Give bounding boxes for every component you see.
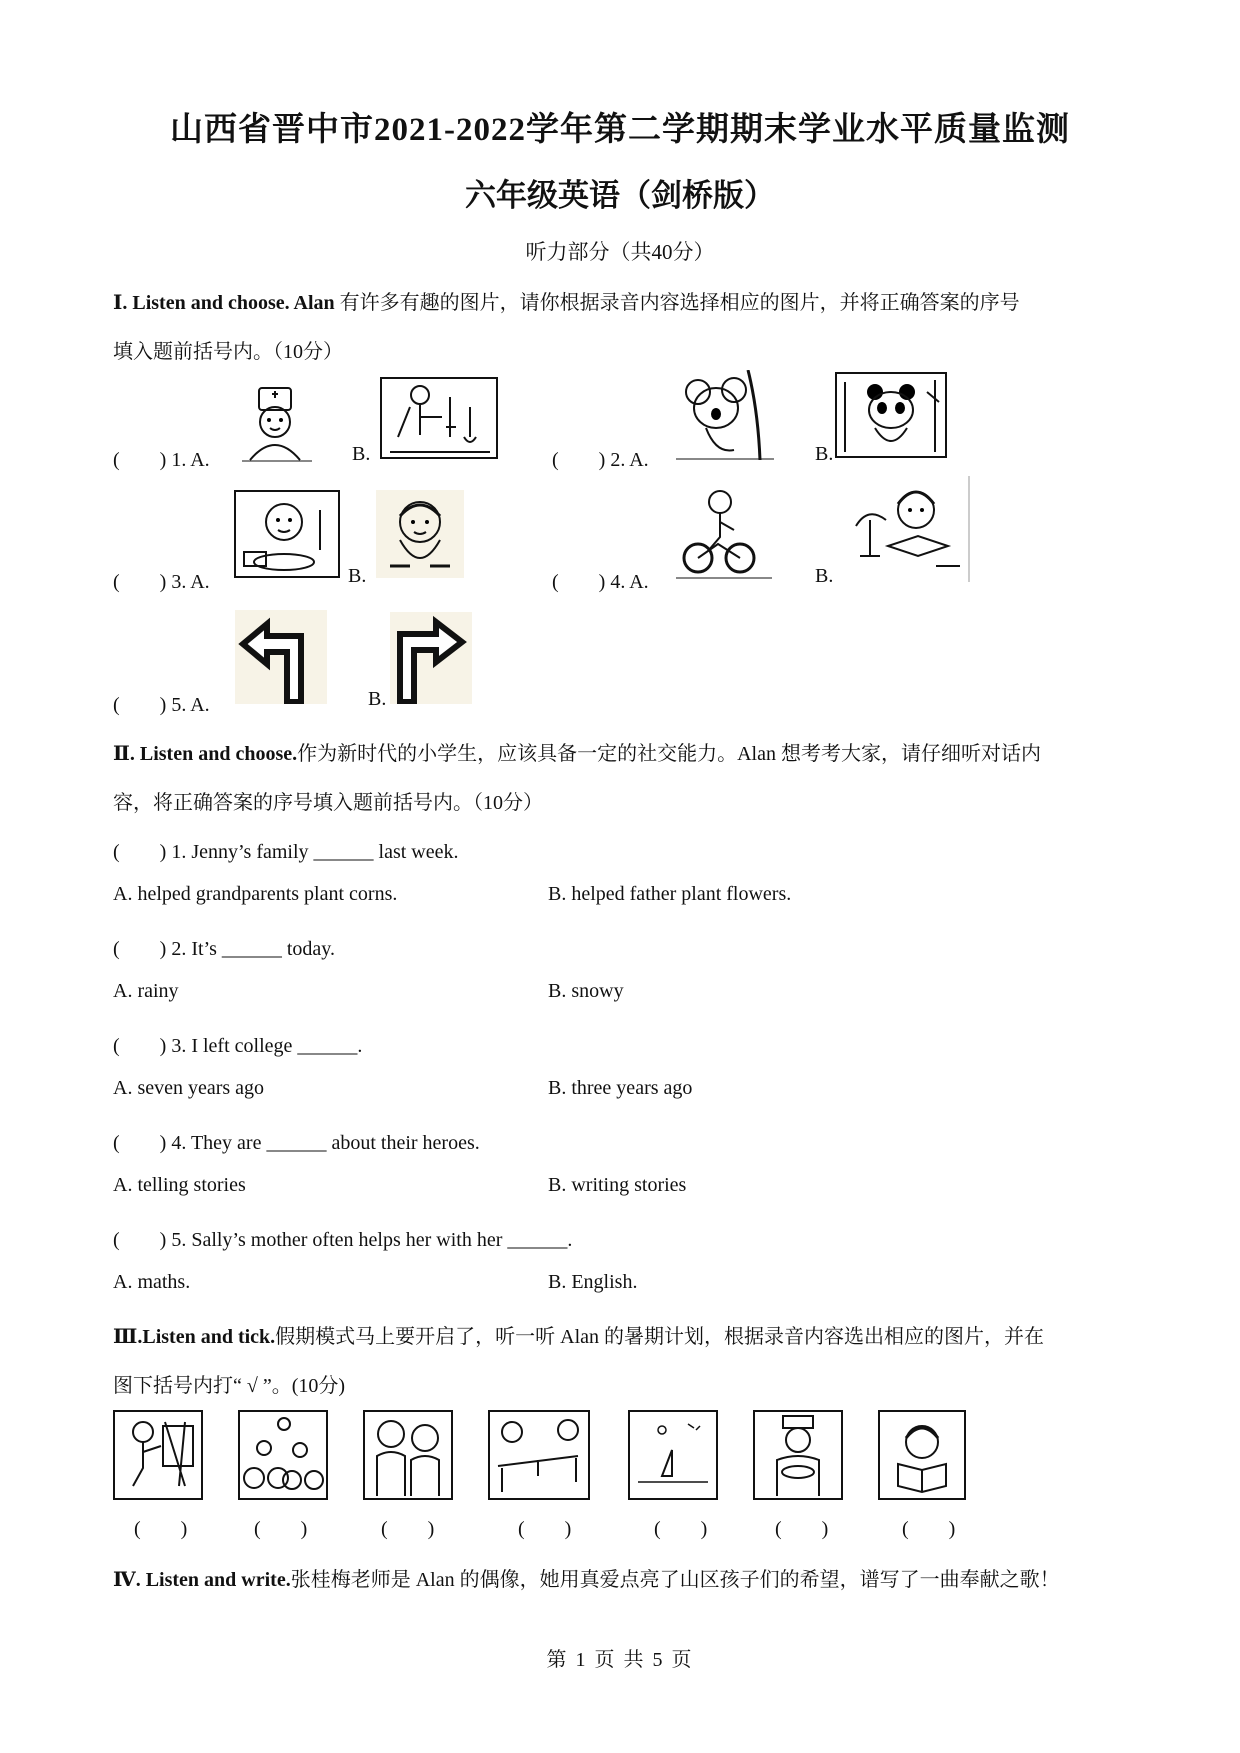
- baby-eating-icon: [234, 490, 340, 578]
- page-subtitle: 六年级英语（剑桥版）: [465, 178, 775, 213]
- s2-q1: ( ) 1. Jenny’s family ______ last week.: [113, 841, 459, 863]
- turn-left-icon: [235, 610, 327, 704]
- tick-paren-1[interactable]: ( ): [134, 1518, 188, 1540]
- turn-right-icon: [390, 612, 472, 704]
- tick-paren-7[interactable]: ( ): [902, 1518, 956, 1540]
- scientist-icon: [380, 377, 498, 459]
- page-title: 山西省晋中市2021-2022学年第二学期期末学业水平质量监测: [170, 112, 1070, 148]
- s1-q3-b: B.: [348, 565, 367, 587]
- boy-cycling-icon: [676, 486, 772, 580]
- section3-text2: 图下括号内打“ √ ”。(10分): [113, 1375, 346, 1397]
- s1-q2-b: B.: [815, 443, 834, 465]
- s2-q2: ( ) 2. It’s ______ today.: [113, 938, 336, 960]
- tick-paren-2[interactable]: ( ): [254, 1518, 308, 1540]
- section3-text: 假期模式马上要开启了，听一听 Alan 的暑期计划，根据录音内容选出相应的图片，并在: [275, 1326, 1045, 1348]
- s2-q2-b: B. snowy: [548, 980, 624, 1002]
- section4-line: [113, 1563, 1060, 1592]
- baby-crawling-icon: [376, 490, 464, 578]
- panda-icon: [835, 372, 947, 458]
- s2-q4-b: B. writing stories: [548, 1174, 687, 1196]
- s2-q4-a: A. telling stories: [113, 1174, 246, 1196]
- table-tennis-icon: [488, 1410, 590, 1500]
- tick-paren-4[interactable]: ( ): [518, 1518, 572, 1540]
- s2-q5: ( ) 5. Sally’s mother often helps her with her ______.: [113, 1229, 573, 1251]
- s1-q1-label: ( ) 1. A.: [113, 449, 210, 471]
- section1-text2: 填入题前括号内。（10分）: [113, 341, 343, 363]
- section4-text: 张桂梅老师是 Alan 的偶像，她用真爱点亮了山区孩子们的希望，谱写了一曲奉献之歌！: [290, 1569, 1060, 1591]
- page-footer: 第 1 页 共 5 页: [546, 1649, 694, 1671]
- s2-q3-b: B. three years ago: [548, 1077, 693, 1099]
- section4-heading: Ⅳ. Listen and write.: [113, 1569, 291, 1591]
- section1-heading: Ⅰ. Listen and choose. Alan: [113, 292, 335, 314]
- s1-q5-label: ( ) 5. A.: [113, 694, 210, 716]
- doctor-icon: [242, 384, 312, 462]
- sailing-icon: [628, 1410, 718, 1500]
- s2-q2-a: A. rainy: [113, 980, 179, 1002]
- s1-q3-label: ( ) 3. A.: [113, 571, 210, 593]
- s2-q1-a: A. helped grandparents plant corns.: [113, 883, 398, 905]
- tick-paren-6[interactable]: ( ): [775, 1518, 829, 1540]
- grandparents-icon: [363, 1410, 453, 1500]
- section1-text: 有许多有趣的图片，请你根据录音内容选择相应的图片，并将正确答案的序号: [334, 292, 1020, 314]
- s1-q2-label: ( ) 2. A.: [552, 449, 649, 471]
- cooking-icon: [753, 1410, 843, 1500]
- section2-text: 作为新时代的小学生，应该具备一定的社交能力。Alan 想考考大家，请仔细听对话内: [297, 743, 1041, 765]
- section2-text2: 容，将正确答案的序号填入题前括号内。（10分）: [113, 792, 543, 814]
- s1-q4-label: ( ) 4. A.: [552, 571, 649, 593]
- section3-heading: Ⅲ.Listen and tick.: [113, 1326, 276, 1348]
- s2-q3: ( ) 3. I left college ______.: [113, 1035, 363, 1057]
- cycling-icon: [238, 1410, 328, 1500]
- s2-q1-b: B. helped father plant flowers.: [548, 883, 792, 905]
- s2-q3-a: A. seven years ago: [113, 1077, 265, 1099]
- tick-paren-5[interactable]: ( ): [654, 1518, 708, 1540]
- section3-heading-line: [113, 1320, 1044, 1349]
- section2-heading-line: [113, 737, 1041, 766]
- painting-icon: [113, 1410, 203, 1500]
- boy-reading-icon: [836, 476, 970, 582]
- s1-q4-b: B.: [815, 565, 834, 587]
- s1-q1-b: B.: [352, 443, 371, 465]
- section2-heading: Ⅱ. Listen and choose.: [113, 743, 298, 765]
- s1-q5-b: B.: [368, 688, 387, 710]
- s2-q5-b: B. English.: [548, 1271, 638, 1293]
- tick-paren-3[interactable]: ( ): [381, 1518, 435, 1540]
- koala-icon: [676, 370, 774, 460]
- reading-icon: [878, 1410, 966, 1500]
- s2-q4: ( ) 4. They are ______ about their heroes.: [113, 1132, 480, 1154]
- listening-header: 听力部分（共40分）: [525, 240, 715, 264]
- section1-heading-line: [113, 286, 1020, 315]
- s2-q5-a: A. maths.: [113, 1271, 191, 1293]
